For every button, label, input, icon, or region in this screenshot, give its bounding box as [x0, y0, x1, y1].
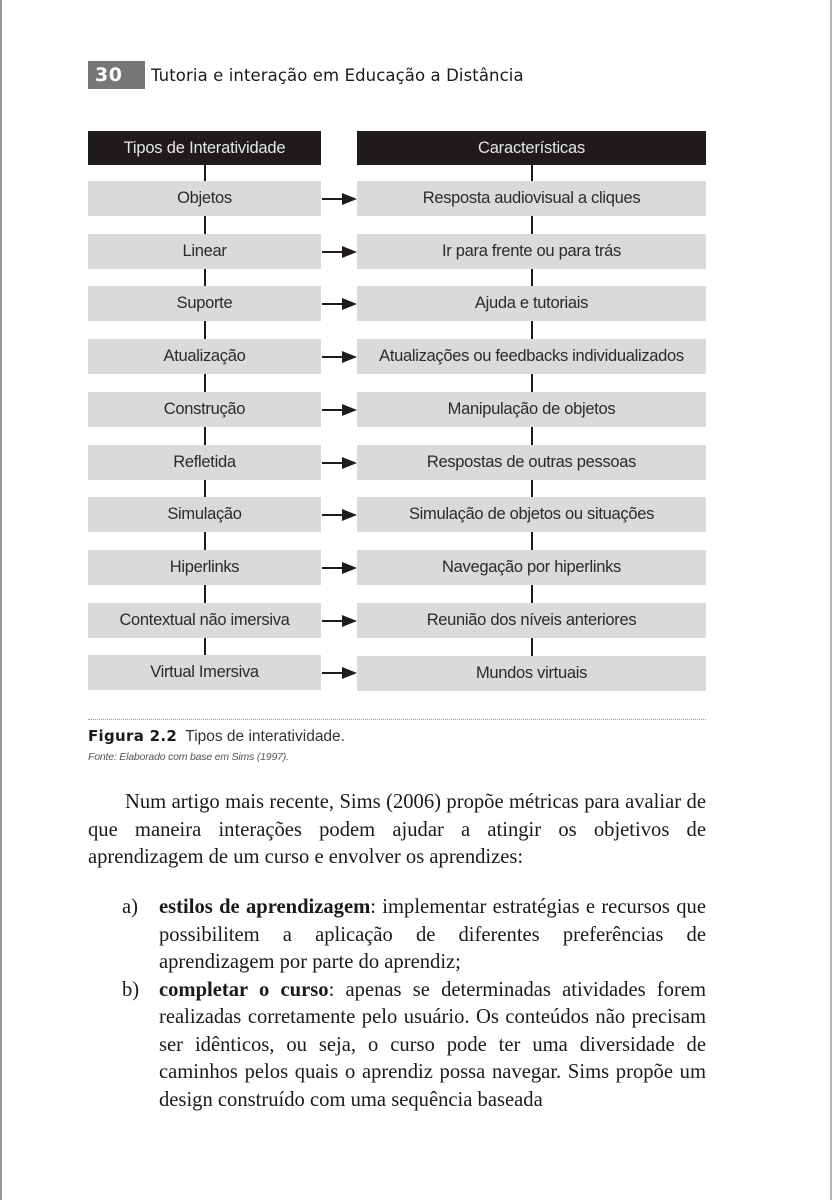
connector-line: [204, 480, 206, 497]
figure-caption-text: Tipos de interatividade.: [185, 728, 345, 745]
type-box: Simulação: [88, 497, 321, 532]
connector-line: [204, 638, 206, 655]
connector-line: [531, 638, 533, 656]
connector-line: [204, 165, 206, 181]
page-number: 30: [88, 61, 145, 89]
type-box: Objetos: [88, 181, 321, 216]
running-title: Tutoria e interação em Educação a Distância: [151, 65, 524, 85]
characteristic-box: Ajuda e tutoriais: [357, 286, 706, 321]
characteristic-box: Reunião dos níveis anteriores: [357, 603, 706, 638]
list-marker: a): [122, 896, 138, 918]
type-box: Contextual não imersiva: [88, 603, 321, 638]
characteristic-box: Navegação por hiperlinks: [357, 550, 706, 585]
characteristic-box: Respostas de outras pessoas: [357, 445, 706, 480]
arrow-right-icon: [322, 666, 357, 680]
type-box: Suporte: [88, 286, 321, 321]
connector-line: [531, 374, 533, 392]
type-box: Refletida: [88, 445, 321, 480]
characteristic-box: Resposta audiovisual a cliques: [357, 181, 706, 216]
connector-line: [204, 216, 206, 234]
connector-line: [531, 216, 533, 234]
figure-label: Figura 2.2: [88, 727, 178, 745]
connector-line: [204, 585, 206, 603]
connector-line: [531, 427, 533, 445]
arrow-right-icon: [322, 192, 357, 206]
list-item: [122, 894, 706, 977]
arrow-right-icon: [322, 350, 357, 364]
connector-line: [204, 374, 206, 392]
connector-line: [531, 321, 533, 339]
characteristic-box: Ir para frente ou para trás: [357, 234, 706, 269]
list-term: completar o curso: [159, 978, 329, 1001]
arrow-right-icon: [322, 403, 357, 417]
type-box: Atualização: [88, 339, 321, 374]
type-box: Hiperlinks: [88, 550, 321, 585]
figure-source: Fonte: Elaborado com base em Sims (1997).: [88, 751, 289, 763]
connector-line: [531, 585, 533, 603]
arrow-right-icon: [322, 297, 357, 311]
connector-line: [204, 321, 206, 339]
connector-line: [531, 480, 533, 497]
connector-line: [204, 532, 206, 550]
list-text: : implementar estratégias e recursos que possibilitem a aplicação de diferentes preferências de aprendizagem por parte do aprendiz;: [159, 896, 706, 973]
header-types: Tipos de Interatividade: [88, 131, 321, 165]
connector-line: [204, 427, 206, 445]
connector-line: [531, 165, 533, 181]
characteristic-box: Mundos virtuais: [357, 656, 706, 691]
type-box: Linear: [88, 234, 321, 269]
list-text: : apenas se determinadas atividades forem realizadas corretamente pelo usuário. Os conteúdos não precisam ser idênticos, ou seja, o curso pode ter uma diversidade de caminhos pelos quais o aprendiz possa navegar. Sims propõe um design construído com uma sequência baseada: [159, 978, 706, 1111]
figure-caption: [88, 727, 345, 746]
characteristic-box: Atualizações ou feedbacks individualizados: [357, 339, 706, 374]
body-paragraph: Num artigo mais recente, Sims (2006) propõe métricas para avaliar de que maneira interações podem ajudar a atingir os objetivos de aprendizagem de um curso e envolver os aprendizes:: [88, 791, 706, 868]
arrow-right-icon: [322, 456, 357, 470]
list-term: estilos de aprendizagem: [159, 896, 371, 918]
type-box: Construção: [88, 392, 321, 427]
connector-line: [531, 532, 533, 550]
list-item: [122, 977, 706, 1115]
connector-line: [204, 269, 206, 286]
connector-line: [531, 269, 533, 286]
metrics-list: [122, 894, 706, 1114]
list-marker: b): [122, 978, 140, 1001]
characteristic-box: Simulação de objetos ou situações: [357, 497, 706, 532]
type-box: Virtual Imersiva: [88, 655, 321, 690]
arrow-right-icon: [322, 561, 357, 575]
header-characteristics: Características: [357, 131, 706, 165]
characteristic-box: Manipulação de objetos: [357, 392, 706, 427]
arrow-right-icon: [322, 245, 357, 259]
arrow-right-icon: [322, 614, 357, 628]
caption-divider: [88, 719, 706, 720]
arrow-right-icon: [322, 508, 357, 522]
